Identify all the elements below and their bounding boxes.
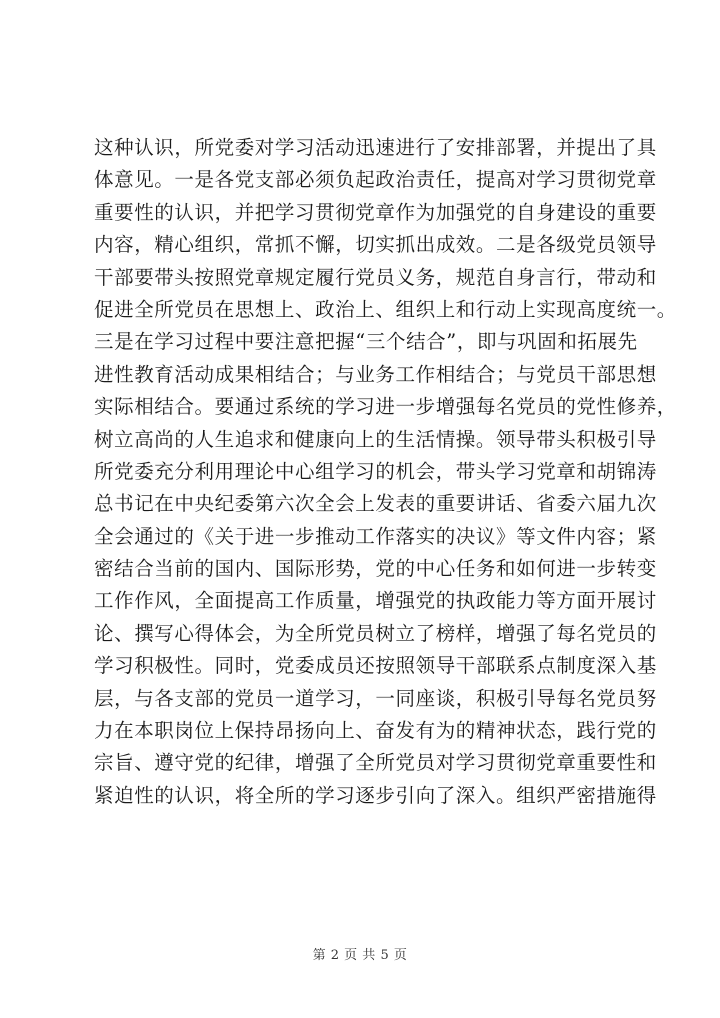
body-text [94,132,677,812]
page-footer: 第 2 页 共 5 页 [312,948,408,963]
text-line: 紧迫性的认识，将全所的学习逐步引向了深入。组织严密措施得 [94,783,657,807]
text-line: 密结合当前的国内、国际形势，党的中心任务和如何进一步转变 [94,557,657,581]
text-line: 三是在学习过程中要注意把握“三个结合”，即与巩固和拓展先 [94,330,638,354]
text-line: 全会通过的《关于进一步推动工作落实的决议》等文件内容；紧 [94,524,657,548]
text-line: 实际相结合。要通过系统的学习进一步增强每名党员的党性修养， [94,395,677,419]
text-line: 学习积极性。同时，党委成员还按照领导干部联系点制度深入基 [94,654,657,678]
text-line: 所党委充分利用理论中心组学习的机会，带头学习党章和胡锦涛 [94,459,657,483]
text-line: 这种认识，所党委对学习活动迅速进行了安排部署，并提出了具 [94,136,657,159]
text-line: 进性教育活动成果相结合；与业务工作相结合；与党员干部思想 [94,362,657,386]
text-line: 宗旨、遵守党的纪律，增强了全所党员对学习贯彻党章重要性和 [94,751,657,775]
text-line: 干部要带头按照党章规定履行党员义务，规范自身言行，带动和 [94,265,657,289]
text-line: 树立高尚的人生追求和健康向上的生活情操。领导带头积极引导 [94,427,657,451]
text-line: 工作作风，全面提高工作质量，增强党的执政能力等方面开展讨 [94,589,657,613]
text-line: 总书记在中央纪委第六次全会上发表的重要讲话、省委六届九次 [94,492,657,516]
text-line: 体意见。一是各党支部必须负起政治责任，提高对学习贯彻党章 [94,168,657,192]
text-line: 层，与各支部的党员一道学习，一同座谈，积极引导每名党员努 [94,686,657,710]
text-line: 促进全所党员在思想上、政治上、组织上和行动上实现高度统一。 [94,297,677,321]
text-line: 论、撰写心得体会，为全所党员树立了榜样，增强了每名党员的 [94,621,657,645]
text-line: 力在本职岗位上保持昂扬向上、奋发有为的精神状态，践行党的 [94,719,657,743]
text-line: 内容，精心组织，常抓不懈，切实抓出成效。二是各级党员领导 [94,233,657,257]
text-line: 重要性的认识，并把学习贯彻党章作为加强党的自身建设的重要 [94,200,657,224]
